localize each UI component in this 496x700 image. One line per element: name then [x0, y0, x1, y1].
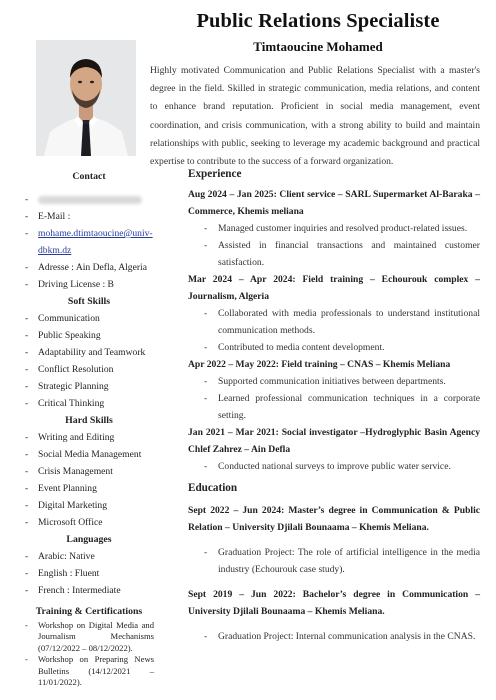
job-bullets	[188, 305, 480, 356]
list-item: - Conducted national surveys to improve public water service.	[188, 458, 480, 475]
list-item: - Collaborated with media professionals to understand institutional communication methods.	[188, 305, 480, 339]
languages-heading: Languages	[66, 534, 112, 545]
contact-heading: Contact	[72, 171, 106, 182]
main-column	[188, 168, 480, 645]
job-bullets	[188, 220, 480, 271]
list-item: - English : Fluent	[24, 565, 154, 582]
list-item: - Contributed to media content development.	[188, 339, 480, 356]
training-heading: Training & Certifications	[35, 606, 143, 617]
languages-list	[24, 548, 154, 599]
sidebar	[24, 168, 154, 688]
list-item: - Writing and Editing	[24, 429, 154, 446]
list-item: - Conflict Resolution	[24, 361, 154, 378]
education-title: Sept 2022 – Jun 2024: Master’s degree in Communication & Public Relation – University Djilali Bounaama – Khemis Meliana.	[188, 505, 480, 533]
job-title: Apr 2022 – May 2022: Field training – CNAS – Khemis Meliana	[188, 359, 451, 370]
education-title: Sept 2019 – Jun 2022: Bachelor’s degree in Communication – University Djilali Bounaama – Khemis Meliana.	[188, 589, 480, 617]
profile-photo	[36, 40, 136, 156]
list-item: - French : Intermediate	[24, 582, 154, 599]
list-item: - Workshop on Preparing News Bulletins (14/12/2021 – 11/01/2022).	[24, 654, 154, 688]
list-item: - Graduation Project: Internal communication analysis in the CNAS.	[188, 628, 480, 645]
resume-title: Public Relations Specialiste	[196, 10, 440, 32]
hard-skills-list	[24, 429, 154, 531]
list-item: - Public Speaking	[24, 327, 154, 344]
list-item: - Workshop on Digital Media and Journalism Mechanisms (07/12/2022 – 08/12/2022).	[24, 620, 154, 654]
list-item: - Assisted in financial transactions and maintained customer satisfaction.	[188, 237, 480, 271]
list-item: - Managed customer inquiries and resolved product-related issues.	[188, 220, 480, 237]
list-item: - Strategic Planning	[24, 378, 154, 395]
candidate-name: Timtaoucine Mohamed	[253, 39, 383, 54]
list-item: - Crisis Management	[24, 463, 154, 480]
license-item: - Driving License : B	[24, 276, 154, 293]
email-label: E-Mail :	[38, 211, 71, 222]
profile-summary: Highly motivated Communication and Public Relations Specialist with a master's degree in the field. Skilled in strategic communication, media relations, and content to enhance brand reputation. Proficient in social media management, event coordination, and crisis communication, with a strong ability to build and maintain relationships with public, seeking to leverage my academic background and practical expertise to contribute to the success of a forward organization.	[150, 65, 480, 168]
soft-skills-list	[24, 310, 154, 412]
list-item: - Critical Thinking	[24, 395, 154, 412]
list-item: - Graduation Project: The role of artificial intelligence in the media industry (Echourouk case study).	[188, 544, 480, 578]
email-item	[24, 208, 154, 225]
soft-skills-heading: Soft Skills	[67, 296, 111, 307]
education-bullets	[188, 544, 480, 578]
address-item: - Adresse : Ain Defla, Algeria	[24, 259, 154, 276]
redacted-text	[38, 196, 142, 204]
education-heading: Education	[188, 482, 238, 494]
job-title: Jan 2021 – Mar 2021: Social investigator –Hydroglyphic Basin Agency Chlef Zahrez – Ain Defla	[188, 427, 480, 455]
experience-heading: Experience	[188, 168, 242, 180]
list-item: - Arabic: Native	[24, 548, 154, 565]
job-title: Aug 2024 – Jan 2025: Client service – SARL Supermarket Al-Baraka – Commerce, Khemis meliana	[188, 189, 480, 217]
job-bullets	[188, 373, 480, 424]
job-title: Mar 2024 – Apr 2024: Field training – Echourouk complex – Journalism, Algeria	[188, 274, 480, 302]
redacted-phone	[24, 191, 154, 208]
job-bullets	[188, 458, 480, 475]
email-link-item	[24, 225, 154, 259]
contact-list	[24, 191, 154, 293]
email-link[interactable]: mohame.dtimtaoucine@univ-dbkm.dz	[38, 228, 153, 256]
list-item: - Supported communication initiatives between departments.	[188, 373, 480, 390]
education-bullets	[188, 628, 480, 645]
list-item: - Adaptability and Teamwork	[24, 344, 154, 361]
hard-skills-heading: Hard Skills	[65, 415, 113, 426]
training-list	[24, 620, 154, 688]
list-item: - Event Planning	[24, 480, 154, 497]
list-item: - Microsoft Office	[24, 514, 154, 531]
list-item: - Communication	[24, 310, 154, 327]
list-item: - Digital Marketing	[24, 497, 154, 514]
list-item: - Learned professional communication techniques in a corporate setting.	[188, 390, 480, 424]
list-item: - Social Media Management	[24, 446, 154, 463]
